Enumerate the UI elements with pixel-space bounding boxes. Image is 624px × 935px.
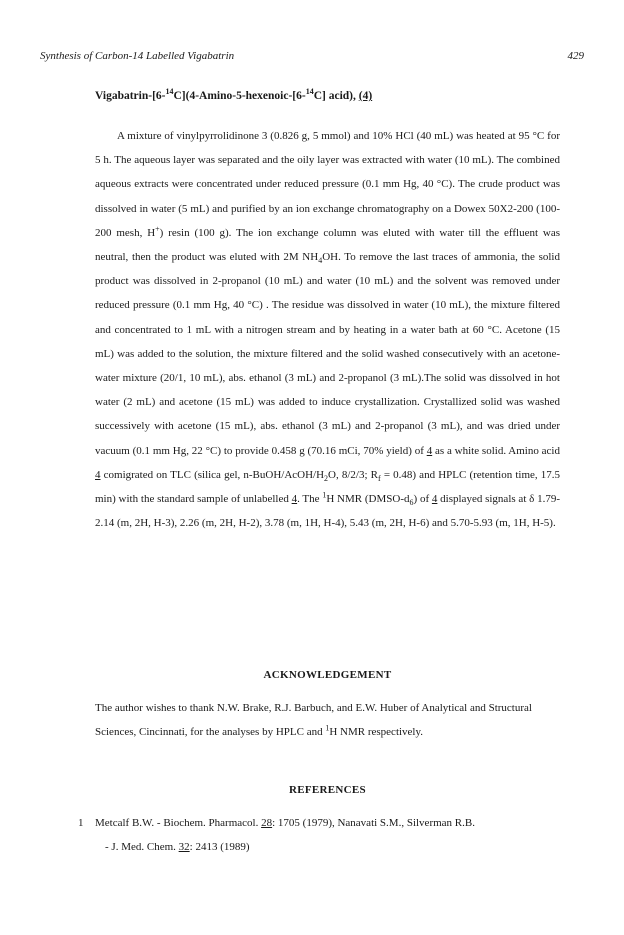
page-number: 429: [567, 50, 584, 62]
acknowledgement-heading: ACKNOWLEDGEMENT: [263, 669, 392, 681]
compound-number: (4): [358, 90, 373, 102]
running-head-title: Synthesis of Carbon-14 Labelled Vigabatrin: [40, 50, 235, 62]
procedure-paragraph: A mixture of vinylpyrrolidinone 3 (0.826 g, 5 mmol) and 10% HCl (40 mL) was heated at 95 °C for 5 h. The aqueous layer was separated and the oily layer was extracted with water (10 mL). The combined aqueous extracts were concentrated under reduced pressure (0.1 mm Hg, 40 °C). The crude product was dissolved in water (5 mL) and purified by an ion exchange chromatography on a Dowex 50X2-200 (100-200 mesh, H+) resin (100 g). The ion exchange column was eluted with water till the effluent was neutral, then the product was eluted with 2M $NH_4OH$. To remove the last traces of ammonia, the solid product was dissolved in 2-propanol (10 mL) and water (10 mL) and the solvent was removed under reduced pressure (0.1 mm Hg, 40 °C) . The residue was dissolved in water (10 mL), the mixture filtered and concentrated to 1 mL with a nitrogen stream and by heating in a water bath at 60 °C. Acetone (15 mL) was added to the solution, the mixture filtered and the solid washed consecutively with an acetone-water mixture (20/1, 10 mL), abs. ethanol (3 mL) and 2-propanol (3 mL).The solid was dissolved in hot water (2 mL) and acetone (15 mL) was added to induce crystallization. Crystallized solid was washed successively with acetone (15 mL), abs. ethanol (3 mL) and 2-propanol (3 mL), and was dried under vacuum (0.1 mm Hg, 22 °C) to provide 0.458 g (70.16 mCi, 70% yield) of 4 as a white solid. Amino acid 4 comigrated on TLC (silica gel, $n-BuOH/AcOH/H_2O$, 8/2/3; $R_f = 0.48$) and HPLC (retention time, 17.5 min) with the standard sample of unlabelled 4. The $^1$H NMR $(DMSO-d_6)$ of 4 displayed signals at δ 1.79-2.14 (m, 2H, H-3), 2.26 (m, 2H, H-2), 3.78 (m, 1H, H-4), 5.43 (m, 2H, H-6) and 5.70-5.93 (m, 1H, H-5).: [95, 130, 561, 530]
compound-title: Vigabatrin-[6-$^{14}$C](4-Amino-5-hexenoic-[6-$^{14}$C] acid), (4): [95, 87, 373, 102]
reference-item: 1 Metcalf B.W. - Biochem. Pharmacol. 28: 1705 (1979), Nanavati S.M., Silverman R.B. - J. Med. Chem. 32: 2413 (1989): [95, 811, 560, 859]
acknowledgement-text: The author wishes to thank N.W. Brake, R.J. Barbuch, and E.W. Huber of Analytical and Structural Sciences, Cincinnati, for the analyses by HPLC and $^1$H NMR respectively.: [95, 702, 532, 738]
reference-number: 1: [78, 817, 84, 829]
references-heading: REFERENCES: [289, 784, 366, 796]
